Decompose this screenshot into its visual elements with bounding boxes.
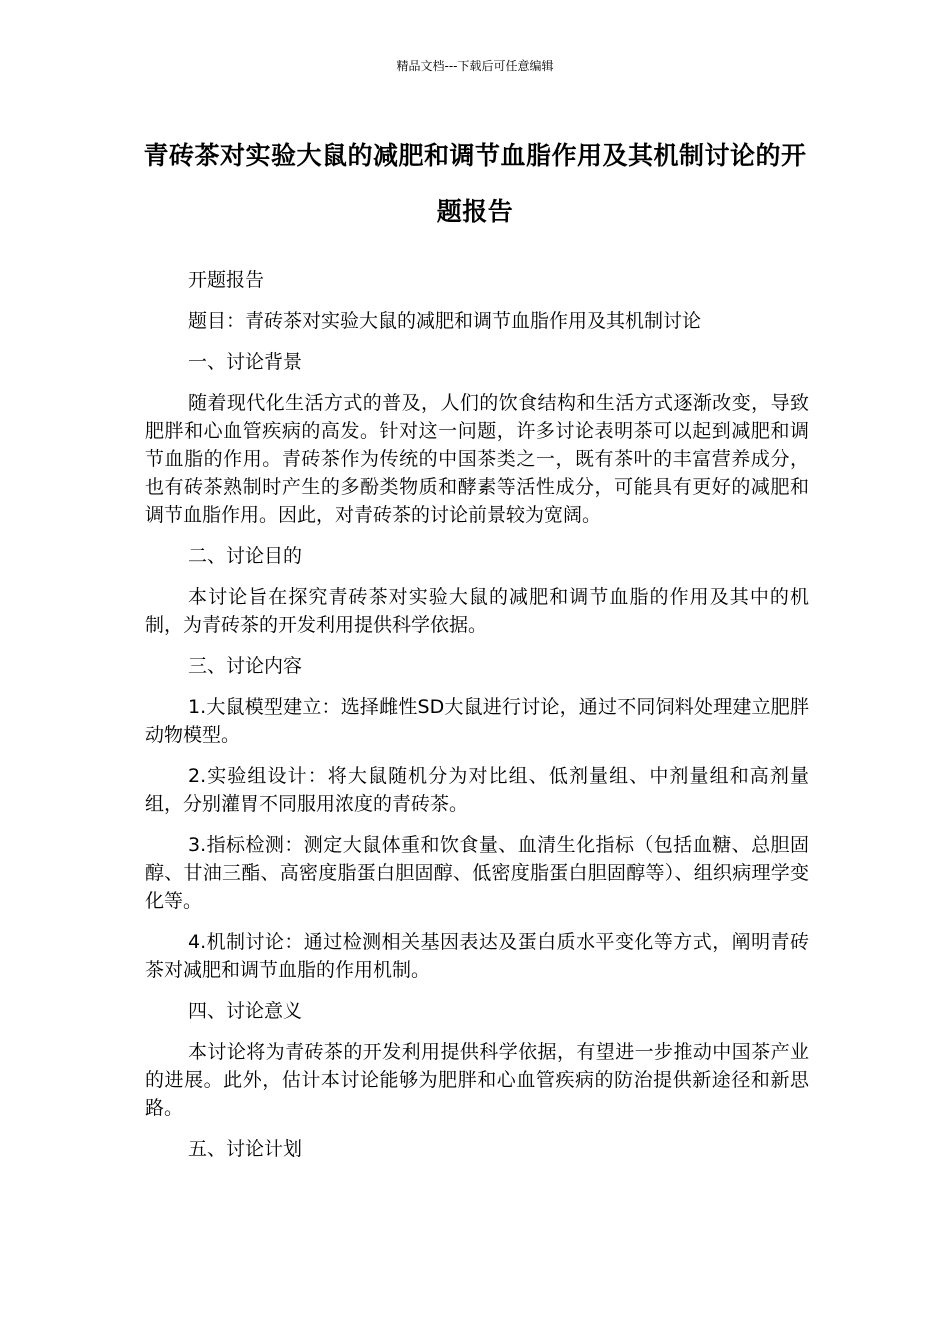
header-note: 精品文档---下载后可任意编辑 [396, 59, 554, 73]
section-heading-background: 一、讨论背景 [188, 351, 303, 373]
document-body [145, 266, 809, 1176]
list-item-mechanism: 4.机制讨论：通过检测相关基因表达及蛋白质水平变化等方式，阐明青砖茶对减肥和调节血脂的作用机制。 [145, 931, 809, 981]
section-heading-significance: 四、讨论意义 [188, 1000, 303, 1022]
list-item-indicators: 3.指标检测：测定大鼠体重和饮食量、血清生化指标（包括血糖、总胆固醇、甘油三酯、高密度脂蛋白胆固醇、低密度脂蛋白胆固醇等）、组织病理学变化等。 [145, 834, 809, 912]
paragraph-background: 随着现代化生活方式的普及，人们的饮食结构和生活方式逐渐改变，导致肥胖和心血管疾病的高发。针对这一问题，许多讨论表明茶可以起到减肥和调节血脂的作用。青砖茶作为传统的中国茶类之一，既有茶叶的丰富营养成分，也有砖茶熟制时产生的多酚类物质和酵素等活性成分，可能具有更好的减肥和调节血脂作用。因此，对青砖茶的讨论前景较为宽阔。 [145, 392, 809, 526]
report-label: 开题报告 [188, 269, 265, 291]
paragraph-purpose: 本讨论旨在探究青砖茶对实验大鼠的减肥和调节血脂的作用及其中的机制，为青砖茶的开发利用提供科学依据。 [145, 586, 809, 636]
topic-line: 题目：青砖茶对实验大鼠的减肥和调节血脂作用及其机制讨论 [188, 310, 702, 332]
section-heading-plan: 五、讨论计划 [188, 1138, 303, 1160]
document-title: 青砖茶对实验大鼠的减肥和调节血脂作用及其机制讨论的开题报告 [143, 141, 807, 226]
paragraph-significance: 本讨论将为青砖茶的开发利用提供科学依据，有望进一步推动中国茶产业的进展。此外，估计本讨论能够为肥胖和心血管疾病的防治提供新途径和新思路。 [145, 1041, 809, 1119]
list-item-design: 2.实验组设计：将大鼠随机分为对比组、低剂量组、中剂量组和高剂量组，分别灌胃不同服用浓度的青砖茶。 [145, 765, 809, 815]
section-heading-purpose: 二、讨论目的 [188, 545, 303, 567]
list-item-model: 1.大鼠模型建立：选择雌性SD大鼠进行讨论，通过不同饲料处理建立肥胖动物模型。 [145, 696, 809, 746]
section-heading-content: 三、讨论内容 [188, 655, 303, 677]
